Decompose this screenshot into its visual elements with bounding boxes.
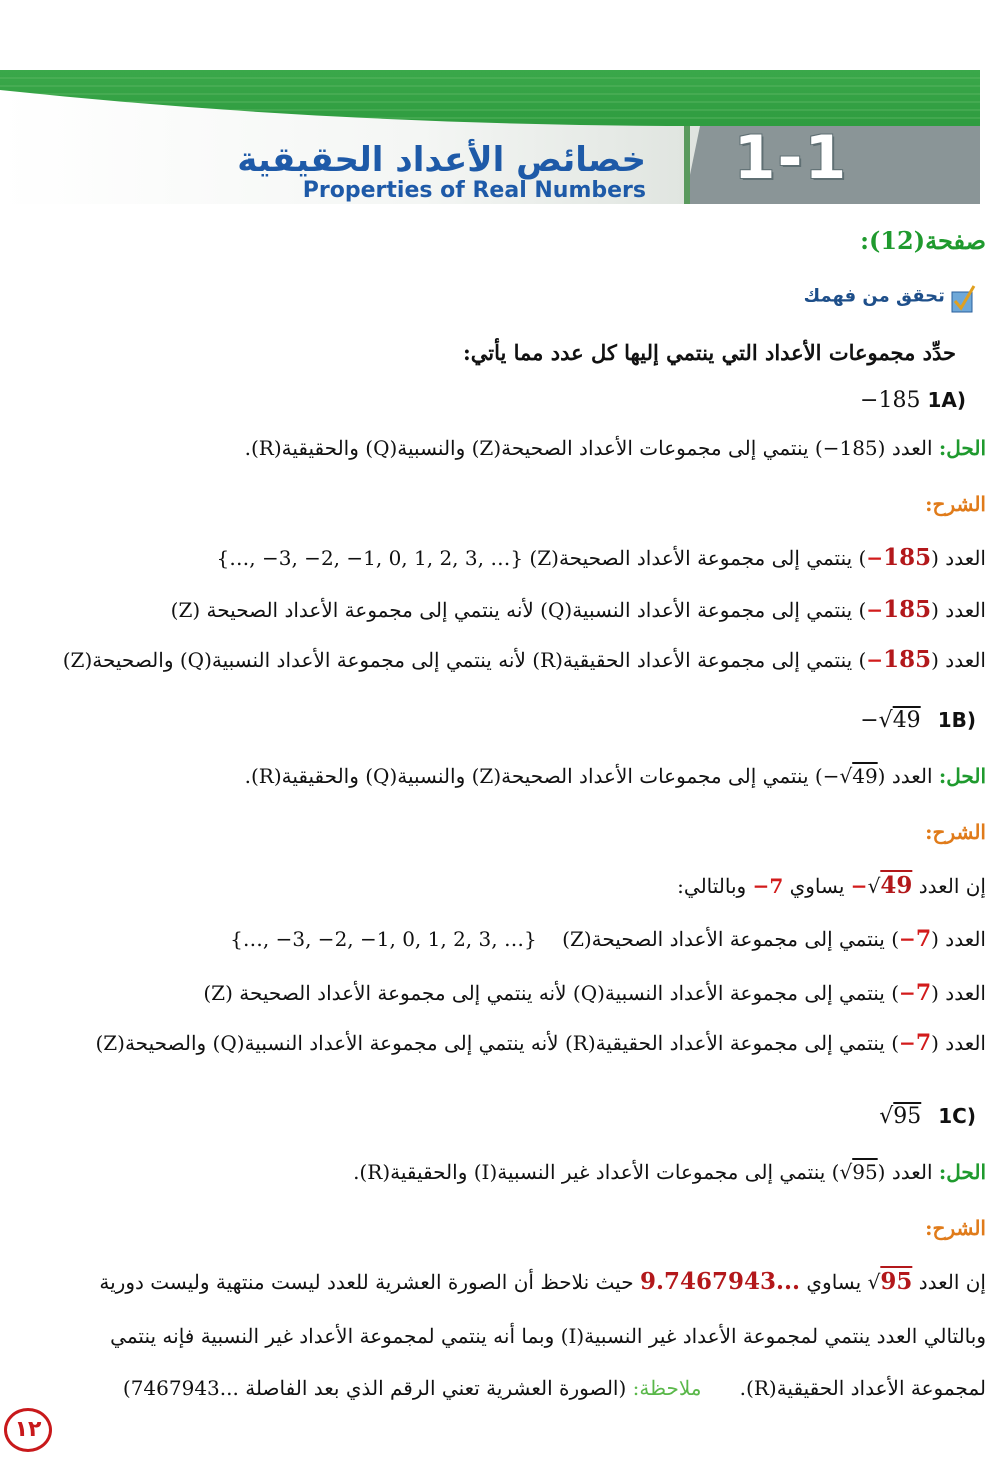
- highlight-number: 7: [915, 1030, 932, 1056]
- solution-label: الحل:: [938, 764, 986, 788]
- problem-1a: [860, 388, 966, 413]
- radicand: 95: [880, 1268, 913, 1295]
- solution-text-post: −) ينتمي إلى مجموعات الأعداد الصحيحة(Z) والنسبية(Q) والحقيقية(R).: [244, 764, 840, 788]
- lesson-title-english: Properties of Real Numbers: [302, 178, 646, 203]
- sqrt-icon: √: [879, 1104, 894, 1129]
- line-text: ينتمي إلى مجموعة الأعداد الصحيحة(Z): [562, 927, 885, 951]
- line-text: ينتمي إلى مجموعة الأعداد الحقيقية(R) لأنه ينتمي إلى مجموعة الأعداد النسبية(Q) والصحيحة(Z): [95, 1031, 885, 1055]
- explanation-1c-para2: وبالتالي العدد ينتمي لمجموعة الأعداد غير النسبية(I) وبما أنه ينتمي لمجموعة الأعداد غير النسبية فإنه ينتمي: [110, 1324, 986, 1348]
- line-text: ينتمي إلى مجموعة الأعداد النسبية(Q) لأنه ينتمي إلى مجموعة الأعداد الصحيحة (Z): [170, 598, 853, 622]
- minus-sign: −: [860, 708, 879, 733]
- explanation-label: الشرح:: [925, 1216, 986, 1240]
- highlight-number: 185: [883, 646, 932, 673]
- sqrt-icon: √: [867, 874, 881, 898]
- solution-label: الحل:: [938, 436, 986, 460]
- explanation-1c-para1: [99, 1268, 986, 1295]
- highlight-number: 185: [883, 544, 932, 571]
- problem-1a-expression: −185: [860, 388, 921, 413]
- explanation-1b-line3: العدد (7−) ينتمي إلى مجموعة الأعداد الحقيقية(R) لأنه ينتمي إلى مجموعة الأعداد النسبية(Q) والصحيحة(Z): [95, 1030, 986, 1056]
- sqrt-icon: √: [867, 1270, 881, 1294]
- para-text: لمجموعة الأعداد الحقيقية(R).: [739, 1376, 986, 1400]
- explanation-1b-intro: [677, 872, 986, 899]
- solution-label: الحل:: [938, 1160, 986, 1184]
- highlight-number: 7: [915, 980, 932, 1006]
- para-text: إن العدد: [918, 1270, 986, 1294]
- radicand: 49: [852, 764, 878, 788]
- explanation-1a-line1: العدد (185−) ينتمي إلى مجموعة الأعداد الصحيحة(Z) {…, −3, −2, −1, 0, 1, 2, 3, …}: [216, 544, 986, 571]
- solution-text-post: ) ينتمي إلى مجموعات الأعداد غير النسبية(I) والحقيقية(R).: [353, 1160, 840, 1184]
- instruction: حدِّد مجموعات الأعداد التي ينتمي إليها كل عدد مما يأتي:: [462, 340, 956, 365]
- note-label: ملاحظة:: [632, 1376, 702, 1400]
- explanation-1a-label: [925, 492, 986, 516]
- explanation-1b-line2: العدد (7−) ينتمي إلى مجموعة الأعداد النسبية(Q) لأنه ينتمي إلى مجموعة الأعداد الصحيحة (Z): [203, 980, 986, 1006]
- minus-sign: −: [850, 874, 868, 898]
- intro-text: إن العدد: [918, 874, 986, 898]
- radicand: 95: [893, 1104, 922, 1129]
- minus-sign: −: [866, 598, 884, 622]
- minus-sign: −: [899, 927, 916, 951]
- explanation-1a-line2: العدد (185−) ينتمي إلى مجموعة الأعداد النسبية(Q) لأنه ينتمي إلى مجموعة الأعداد الصحيحة (Z): [170, 596, 986, 623]
- minus-sign: −: [899, 1031, 916, 1055]
- line-text: ينتمي إلى مجموعة الأعداد النسبية(Q) لأنه ينتمي إلى مجموعة الأعداد الصحيحة (Z): [203, 981, 885, 1005]
- highlight-number: 7: [915, 926, 932, 952]
- solution-1c: [353, 1160, 986, 1184]
- intro-text: يساوي: [789, 874, 845, 898]
- para-text: حيث نلاحظ أن الصورة العشرية للعدد ليست منتهية وليست دورية: [99, 1270, 634, 1294]
- radicand: 49: [880, 872, 913, 899]
- radicand: 95: [852, 1160, 878, 1184]
- minus-sign: −: [866, 648, 884, 672]
- integer-set: {…, −3, −2, −1, 0, 1, 2, 3, …}: [216, 546, 524, 570]
- explanation-1b-line1: العدد (7−) ينتمي إلى مجموعة الأعداد الصحيحة(Z) {…, −3, −2, −1, 0, 1, 2, 3, …}: [230, 926, 986, 952]
- page-number: ١٢: [14, 1417, 42, 1442]
- sqrt-icon: √: [839, 1160, 853, 1184]
- sqrt-icon: √: [839, 764, 853, 788]
- check-understanding-label: تحقق من فهمك: [803, 285, 945, 307]
- line-text: ينتمي إلى مجموعة الأعداد الصحيحة(Z): [529, 546, 853, 570]
- sqrt-icon: √: [878, 708, 893, 733]
- problem-1c: [879, 1104, 976, 1129]
- explanation-1b-label: [925, 820, 986, 844]
- page-reference-text: صفحة(12):: [860, 226, 986, 255]
- solution-1b: [245, 764, 986, 788]
- lesson-number: 1-1: [733, 123, 849, 193]
- decimal-value: ...9.7467943: [639, 1268, 801, 1295]
- intro-text: وبالتالي:: [677, 874, 747, 898]
- lesson-title-arabic: خصائص الأعداد الحقيقية: [237, 140, 646, 180]
- note-text: (الصورة العشرية تعني الرقم الذي بعد الفاصلة ...7467943): [122, 1376, 627, 1400]
- solution-1a: [245, 436, 986, 460]
- solution-1a-text: العدد (185−) ينتمي إلى مجموعات الأعداد الصحيحة(Z) والنسبية(Q) والحقيقية(R).: [244, 436, 933, 460]
- problem-1b-label: 1B): [937, 708, 976, 732]
- highlight-number: 185: [883, 596, 932, 623]
- explanation-label: الشرح:: [925, 820, 986, 844]
- line-text: ينتمي إلى مجموعة الأعداد الحقيقية(R) لأنه ينتمي إلى مجموعة الأعداد النسبية(Q) والصحيحة(Z): [62, 648, 853, 672]
- problem-1b: [860, 708, 976, 733]
- explanation-label: الشرح:: [925, 492, 986, 516]
- para-text: يساوي: [806, 1270, 862, 1294]
- minus-sign: −: [899, 981, 916, 1005]
- explanation-1a-line3: العدد (185−) ينتمي إلى مجموعة الأعداد الحقيقية(R) لأنه ينتمي إلى مجموعة الأعداد النسبية(Q) والصحيحة(Z): [62, 646, 986, 673]
- check-understanding: [804, 284, 976, 310]
- checkbox-icon: [950, 284, 976, 310]
- solution-text-pre: العدد (: [877, 1160, 933, 1184]
- problem-1c-label: 1C): [938, 1104, 976, 1128]
- radicand: 49: [892, 708, 921, 733]
- page-number-badge: [4, 1408, 52, 1452]
- solution-text-pre: العدد (: [877, 764, 933, 788]
- page-reference: [860, 226, 986, 255]
- value: 7−: [752, 874, 784, 898]
- problem-1a-label: 1A): [927, 388, 966, 412]
- integer-set: {…, −3, −2, −1, 0, 1, 2, 3, …}: [230, 927, 537, 951]
- explanation-1c-label: [925, 1216, 986, 1240]
- explanation-1c-para3: [123, 1376, 986, 1400]
- minus-sign: −: [866, 546, 884, 570]
